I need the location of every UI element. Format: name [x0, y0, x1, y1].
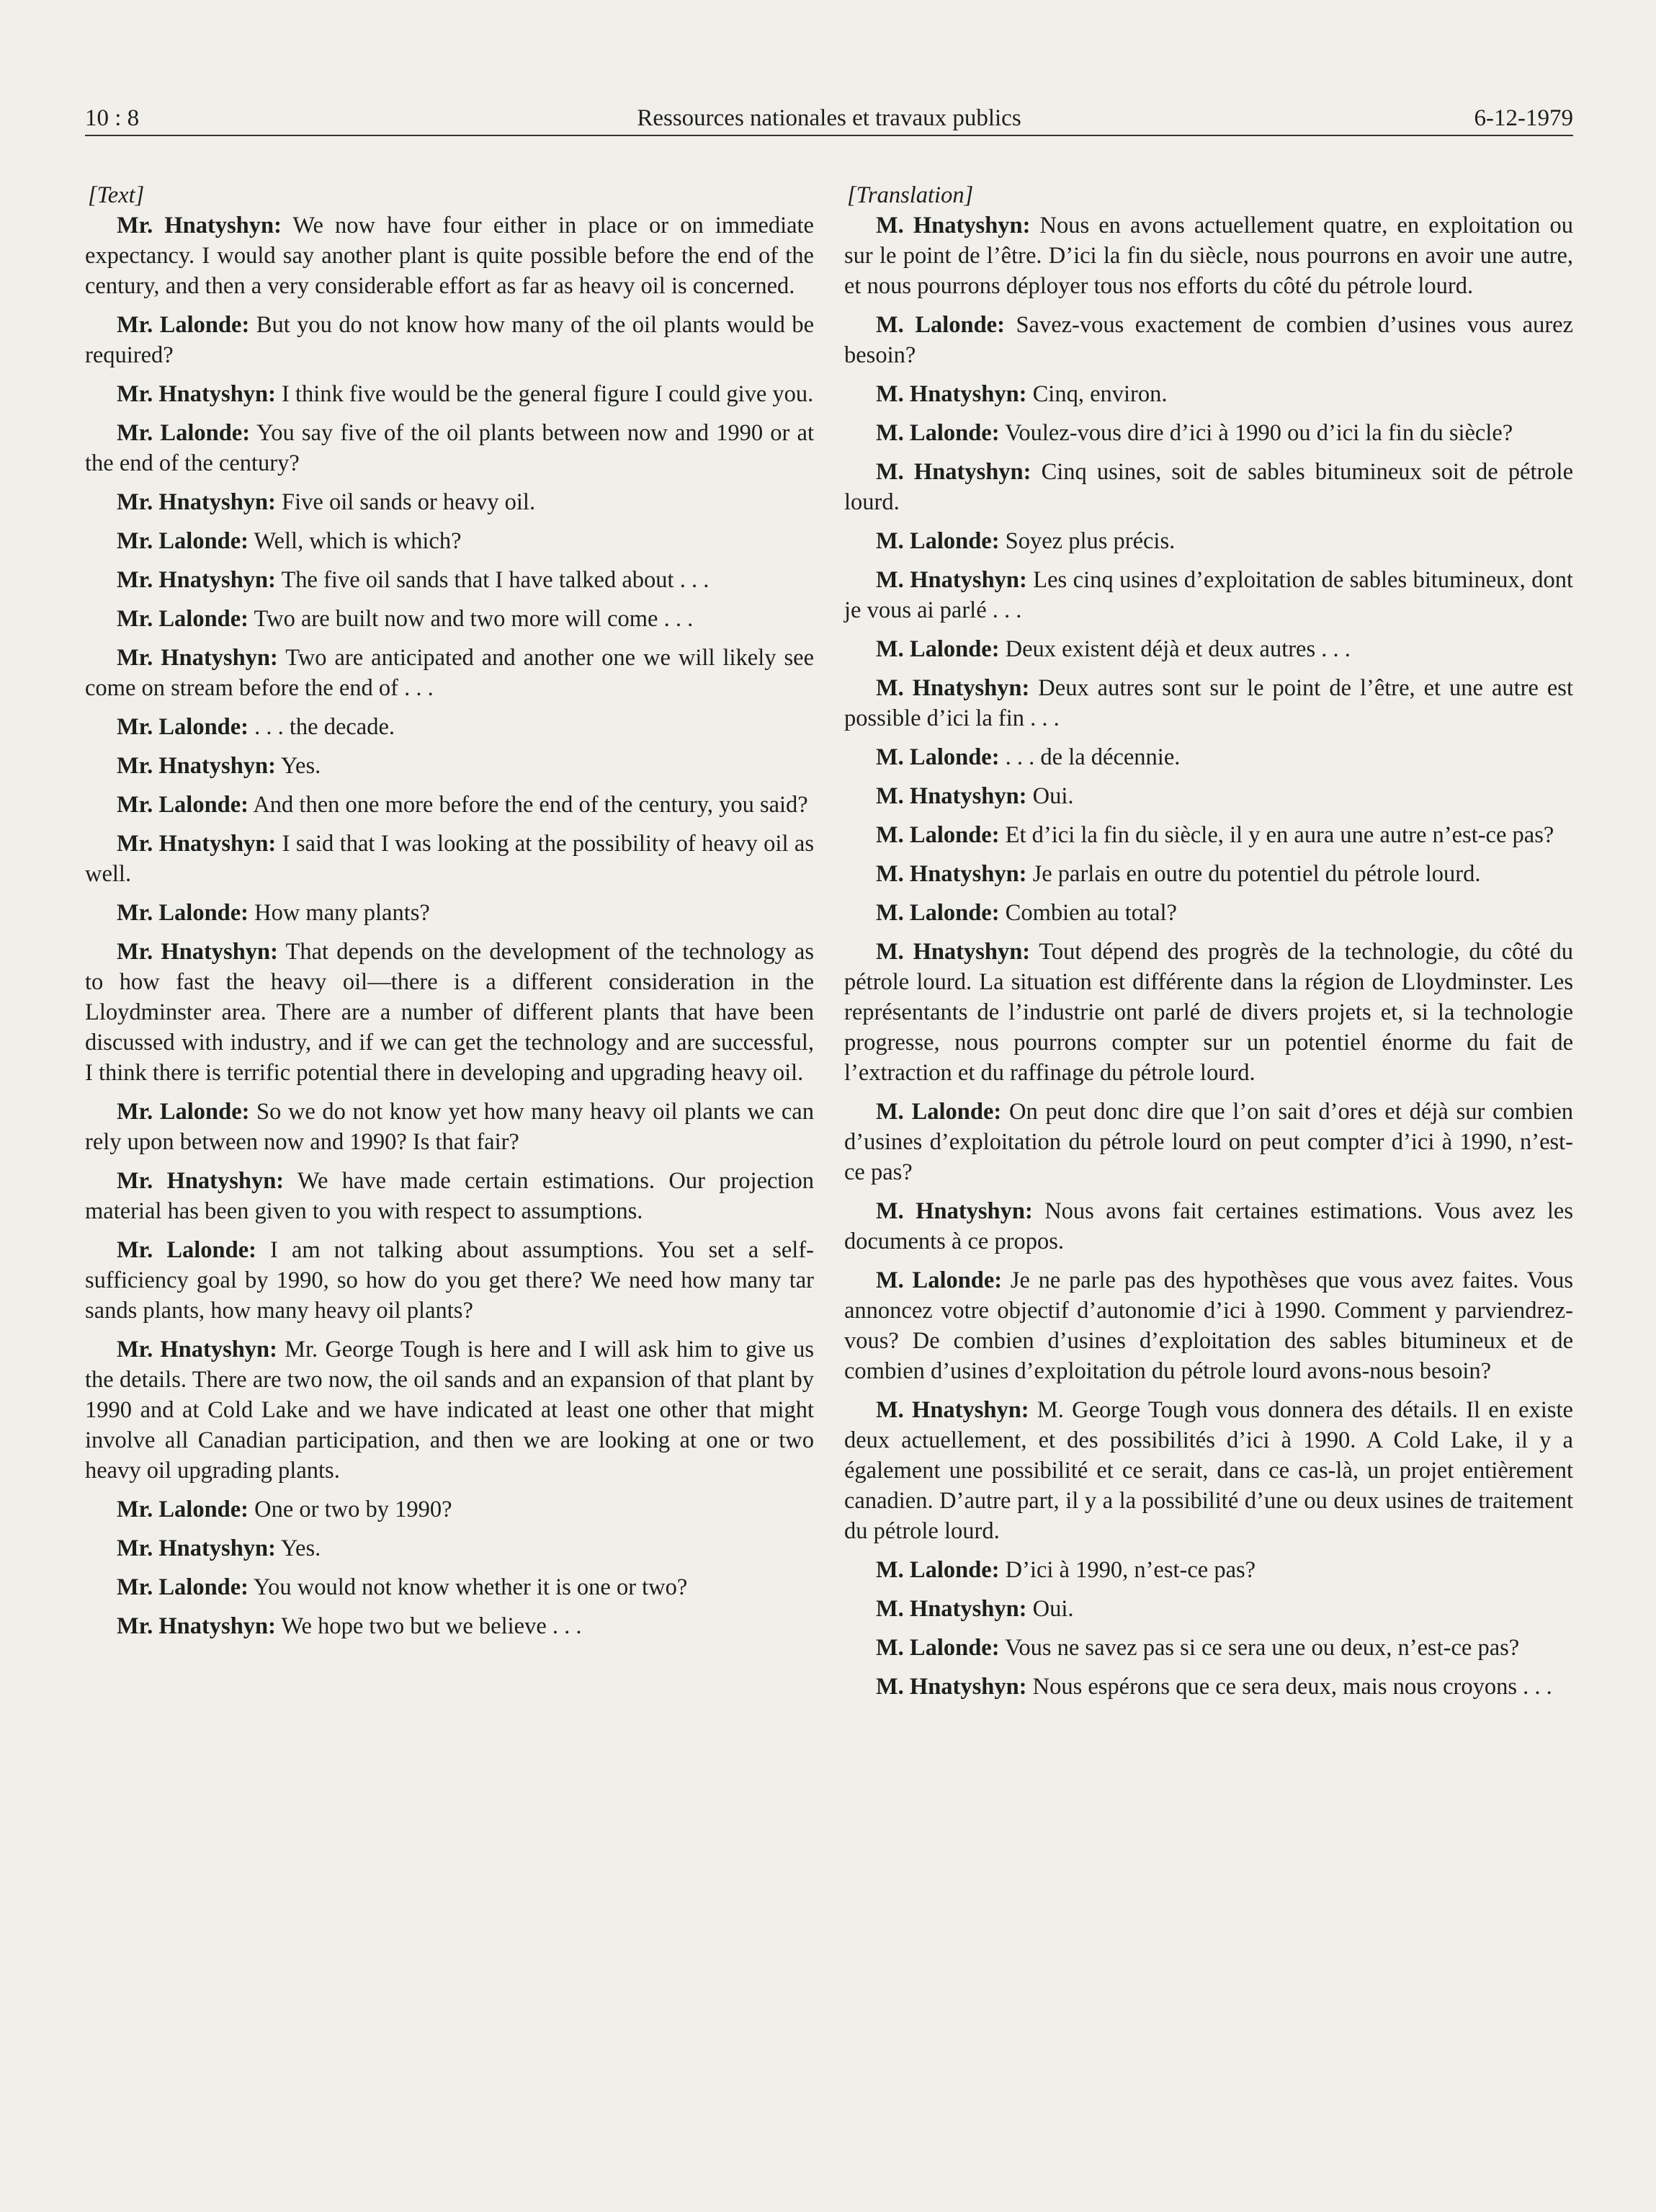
- speech-text: Soyez plus précis.: [999, 528, 1176, 554]
- speaker-name: Mr. Lalonde:: [117, 900, 249, 926]
- speaker-name: Mr. Hnatyshyn:: [117, 567, 276, 593]
- english-column: [85, 180, 814, 1650]
- speaker-name: Mr. Hnatyshyn:: [117, 1168, 285, 1194]
- speech-text: D’ici à 1990, n’est-ce pas?: [999, 1557, 1256, 1583]
- speaker-name: Mr. Hnatyshyn:: [117, 645, 278, 671]
- transcript-paragraph: [844, 310, 1573, 370]
- running-title: Ressources nationales et travaux publics: [637, 105, 1021, 131]
- speaker-name: M. Hnatyshyn:: [876, 939, 1031, 965]
- speaker-name: Mr. Lalonde:: [117, 1497, 249, 1522]
- transcript-paragraph: [844, 379, 1573, 409]
- column-tag: [Translation]: [847, 182, 974, 208]
- speech-text: Nous en avons actuellement quatre, en exploitation ou sur le point de l’être. D’ici la fin du siècle, nous pourrons en avoir une autre, et nous pourrons déployer tous nos efforts du côté du pétrole lourd.: [844, 213, 1573, 299]
- speech-text: Cinq usines, soit de sables bitumineux soit de pétrole lourd.: [844, 459, 1573, 515]
- transcript-paragraph: [844, 565, 1573, 625]
- speech-text: Five oil sands or heavy oil.: [275, 489, 536, 515]
- transcript-paragraph: [844, 742, 1573, 772]
- transcript-paragraph: [85, 898, 814, 928]
- column-tag: [Text]: [88, 182, 145, 208]
- page-number: 10 : 8: [85, 105, 140, 131]
- speech-text: I think five would be the general figure I could give you.: [275, 381, 814, 407]
- speaker-name: M. Hnatyshyn:: [876, 861, 1027, 887]
- speech-text: Two are anticipated and another one we will likely see come on stream before the end of . . .: [85, 645, 814, 701]
- speech-text: Nous avons fait certaines estimations. Vous avez les documents à ce propos.: [844, 1198, 1573, 1254]
- speech-text: We have made certain estimations. Our projection material has been given to you with respect to assumptions.: [85, 1168, 814, 1224]
- transcript-paragraph: [844, 1555, 1573, 1585]
- speaker-name: Mr. Hnatyshyn:: [117, 1337, 277, 1363]
- transcript-paragraph: [844, 937, 1573, 1088]
- speaker-name: M. Lalonde:: [876, 312, 1005, 338]
- transcript-paragraph: [85, 790, 814, 820]
- speaker-name: M. Lalonde:: [876, 900, 1000, 926]
- speech-text: Oui.: [1026, 1596, 1074, 1622]
- transcript-paragraph: [85, 487, 814, 517]
- speaker-name: Mr. Hnatyshyn:: [117, 939, 278, 965]
- speech-text: Et d’ici la fin du siècle, il y en aura une autre n’est-ce pas?: [999, 822, 1554, 848]
- transcript-paragraph: [844, 634, 1573, 664]
- speaker-name: M. Lalonde:: [876, 528, 1000, 554]
- speech-text: I am not talking about assumptions. You set a self-sufficiency goal by 1990, so how do you get there? We need how many tar sands plants, how many heavy oil plants?: [85, 1237, 814, 1324]
- transcript-paragraph: [844, 210, 1573, 301]
- speech-text: Yes.: [275, 753, 321, 779]
- speech-text: How many plants?: [248, 900, 430, 926]
- transcript-paragraph: [85, 712, 814, 742]
- speech-text: On peut donc dire que l’on sait d’ores et déjà sur combien d’usines d’exploitation du pétrole lourd on peut compter d’ici à 1990, n’est-ce pas?: [844, 1099, 1573, 1185]
- speech-text: Mr. George Tough is here and I will ask him to give us the details. There are two now, the oil sands and an expansion of that plant by 1990 and at Cold Lake and we have indicated at least one other that might involve all Canadian participation, and then we are looking at one or two heavy oil upgrading plants.: [85, 1337, 814, 1484]
- french-column: [844, 180, 1573, 1711]
- speech-text: But you do not know how many of the oil plants would be required?: [85, 312, 814, 368]
- speaker-name: M. Lalonde:: [876, 420, 1000, 446]
- speech-text: One or two by 1990?: [248, 1497, 452, 1522]
- transcript-paragraph: [844, 526, 1573, 556]
- speaker-name: M. Hnatyshyn:: [876, 1596, 1027, 1622]
- speaker-name: M. Lalonde:: [876, 1557, 1000, 1583]
- speaker-name: M. Lalonde:: [876, 822, 1000, 848]
- speaker-name: M. Lalonde:: [876, 744, 1000, 770]
- transcript-paragraph: [85, 604, 814, 634]
- speaker-name: M. Hnatyshyn:: [876, 567, 1027, 593]
- transcript-paragraph: [85, 1166, 814, 1226]
- speech-text: You say five of the oil plants between now and 1990 or at the end of the century?: [85, 420, 814, 476]
- speech-text: Les cinq usines d’exploitation de sables bitumineux, dont je vous ai parlé . . .: [844, 567, 1573, 623]
- speech-text: Je ne parle pas des hypothèses que vous avez faites. Vous annoncez votre objectif d’autonomie d’ici à 1990. Comment y parviendrez-vous? De combien d’usines d’exploitation des sables bitumineux et de combien d’usines d’exploitation du pétrole lourd avons-nous besoin?: [844, 1267, 1573, 1384]
- speaker-name: M. Lalonde:: [876, 1267, 1003, 1293]
- speech-text: . . . the decade.: [248, 714, 395, 740]
- transcript-paragraph: [85, 1494, 814, 1525]
- speech-text: Je parlais en outre du potentiel du pétrole lourd.: [1026, 861, 1481, 887]
- transcript-paragraph: [85, 1334, 814, 1486]
- speech-text: The five oil sands that I have talked about . . .: [275, 567, 710, 593]
- speech-text: And then one more before the end of the century, you said?: [248, 792, 808, 818]
- speaker-name: M. Hnatyshyn:: [876, 1674, 1027, 1700]
- speaker-name: Mr. Lalonde:: [117, 420, 251, 446]
- speaker-name: M. Lalonde:: [876, 636, 1000, 662]
- transcript-paragraph: [844, 1633, 1573, 1663]
- speaker-name: Mr. Hnatyshyn:: [117, 213, 282, 238]
- speaker-name: M. Hnatyshyn:: [876, 1397, 1029, 1423]
- transcript-paragraph: [85, 937, 814, 1088]
- transcript-paragraph: [85, 379, 814, 409]
- transcript-paragraph: [85, 1235, 814, 1326]
- speaker-name: Mr. Hnatyshyn:: [117, 753, 276, 779]
- speech-text: I said that I was looking at the possibility of heavy oil as well.: [85, 831, 814, 887]
- transcript-paragraph: [844, 1594, 1573, 1624]
- speech-text: Cinq, environ.: [1026, 381, 1168, 407]
- speaker-name: Mr. Lalonde:: [117, 312, 250, 338]
- speech-text: So we do not know yet how many heavy oil plants we can rely upon between now and 1990? Is that fair?: [85, 1099, 814, 1155]
- page-header: [85, 102, 1573, 134]
- speech-text: Tout dépend des progrès de la technologie, du côté du pétrole lourd. La situation est différente dans la région de Lloydminster. Les représentants de l’industrie ont parlé de divers projets et, si la technologie progresse, nous pourrons compter sur un potentiel énorme du fait de l’extraction et du raffinage du pétrole lourd.: [844, 939, 1573, 1086]
- transcript-paragraph: [85, 1611, 814, 1641]
- transcript-paragraph: [85, 526, 814, 556]
- speech-text: M. George Tough vous donnera des détails. Il en existe deux actuellement, et des possibilités d’ici à 1990. A Cold Lake, il y a également une possibilité et ce serait, dans ce cas-là, un projet entièrement canadien. D’autre part, il y a la possibilité d’une ou deux usines de traitement du pétrole lourd.: [844, 1397, 1573, 1544]
- transcript-paragraph: [844, 820, 1573, 850]
- speech-text: Oui.: [1026, 783, 1074, 809]
- transcript-paragraph: [844, 418, 1573, 448]
- transcript-paragraph: [844, 1672, 1573, 1702]
- speaker-name: Mr. Lalonde:: [117, 528, 249, 554]
- speaker-name: M. Hnatyshyn:: [876, 783, 1027, 809]
- speech-text: Yes.: [275, 1535, 321, 1561]
- transcript-paragraph: [85, 1572, 814, 1602]
- transcript-paragraph: [844, 457, 1573, 517]
- speech-text: We now have four either in place or on immediate expectancy. I would say another plant is quite possible before the end of the century, and then a very considerable effort as far as heavy oil is concerned.: [85, 213, 814, 299]
- speaker-name: M. Hnatyshyn:: [876, 1198, 1033, 1224]
- speaker-name: Mr. Hnatyshyn:: [117, 489, 276, 515]
- transcript-paragraph: [85, 1533, 814, 1564]
- speech-text: Deux autres sont sur le point de l’être, et une autre est possible d’ici la fin . . .: [844, 675, 1573, 731]
- transcript-paragraph: [85, 1097, 814, 1157]
- transcript-paragraph: [85, 210, 814, 301]
- transcript-paragraph: [844, 898, 1573, 928]
- speaker-name: Mr. Lalonde:: [117, 606, 249, 632]
- speaker-name: M. Lalonde:: [876, 1635, 1000, 1661]
- speaker-name: Mr. Hnatyshyn:: [117, 1613, 276, 1639]
- speaker-name: M. Hnatyshyn:: [876, 213, 1031, 238]
- speaker-name: Mr. Lalonde:: [117, 1099, 250, 1125]
- speech-text: Deux existent déjà et deux autres . . .: [999, 636, 1351, 662]
- transcript-paragraph: [85, 418, 814, 478]
- speech-text: Combien au total?: [999, 900, 1177, 926]
- transcript-paragraph: [844, 1097, 1573, 1187]
- transcript-paragraph: [844, 673, 1573, 733]
- speaker-name: M. Lalonde:: [876, 1099, 1002, 1125]
- speech-text: We hope two but we believe . . .: [275, 1613, 582, 1639]
- page-date: 6-12-1979: [1474, 105, 1573, 131]
- speech-text: Vous ne savez pas si ce sera une ou deux, n’est-ce pas?: [999, 1635, 1520, 1661]
- transcript-paragraph: [844, 1265, 1573, 1386]
- transcript-paragraph: [85, 643, 814, 703]
- speech-text: Nous espérons que ce sera deux, mais nous croyons . . .: [1026, 1674, 1552, 1700]
- speaker-name: M. Hnatyshyn:: [876, 675, 1030, 701]
- speech-text: Savez-vous exactement de combien d’usines vous aurez besoin?: [844, 312, 1574, 368]
- transcript-paragraph: [844, 1196, 1573, 1257]
- transcript-paragraph: [85, 751, 814, 781]
- speaker-name: M. Hnatyshyn:: [876, 459, 1031, 485]
- speaker-name: Mr. Lalonde:: [117, 792, 249, 818]
- speaker-name: Mr. Hnatyshyn:: [117, 1535, 276, 1561]
- speaker-name: Mr. Hnatyshyn:: [117, 381, 276, 407]
- header-rule: [85, 135, 1573, 136]
- transcript-paragraph: [844, 859, 1573, 889]
- speech-text: That depends on the development of the technology as to how fast the heavy oil—there is a different consideration in the Lloydminster area. There are a number of different plants that have been discussed with industry, and if we can get the technology and are successful, I think there is terrific potential there in developing and upgrading heavy oil.: [85, 939, 814, 1086]
- speech-text: . . . de la décennie.: [999, 744, 1181, 770]
- speech-text: Voulez-vous dire d’ici à 1990 ou d’ici la fin du siècle?: [999, 420, 1513, 446]
- speaker-name: Mr. Lalonde:: [117, 714, 249, 740]
- transcript-paragraph: [844, 1395, 1573, 1546]
- speech-text: You would not know whether it is one or two?: [248, 1574, 688, 1600]
- speaker-name: M. Hnatyshyn:: [876, 381, 1027, 407]
- transcript-paragraph: [85, 829, 814, 889]
- speech-text: Two are built now and two more will come . . .: [248, 606, 694, 632]
- speaker-name: Mr. Lalonde:: [117, 1574, 249, 1600]
- speech-text: Well, which is which?: [248, 528, 462, 554]
- transcript-paragraph: [844, 781, 1573, 811]
- transcript-paragraph: [85, 565, 814, 595]
- transcript-paragraph: [85, 310, 814, 370]
- speaker-name: Mr. Hnatyshyn:: [117, 831, 277, 857]
- speaker-name: Mr. Lalonde:: [117, 1237, 256, 1263]
